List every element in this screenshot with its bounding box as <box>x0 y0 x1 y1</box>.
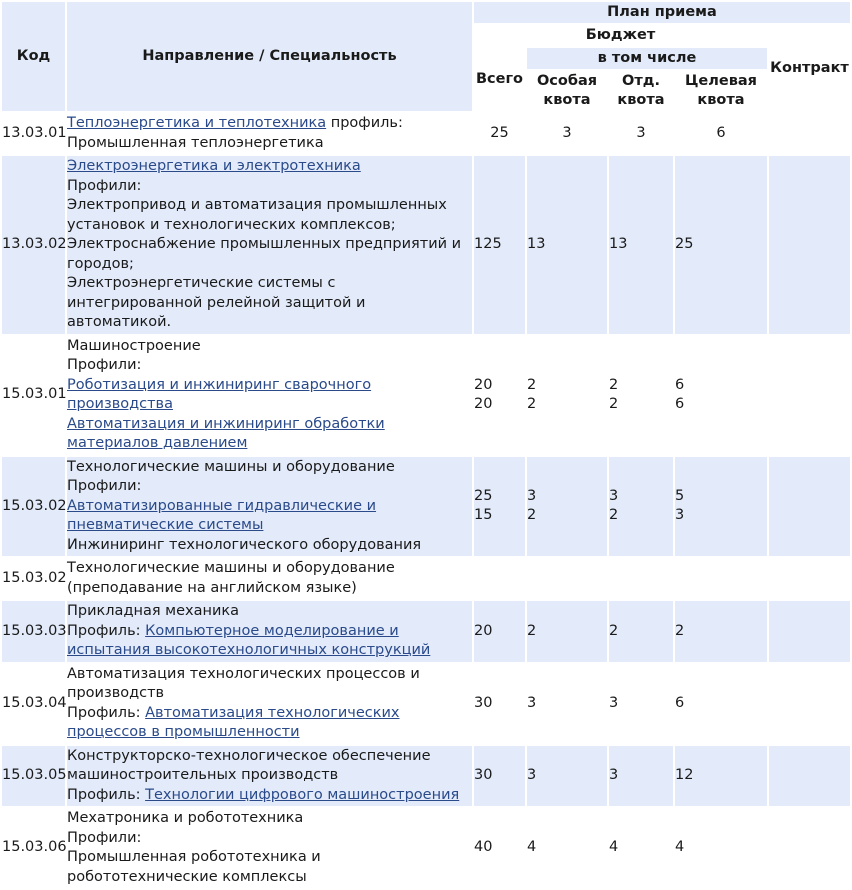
total-cell: 30 <box>474 694 493 711</box>
profile-link[interactable]: Автоматизированные гидравлические и пневматические системы <box>67 497 377 533</box>
total-cell <box>474 558 525 599</box>
separate-quota-cell: 2 2 <box>609 376 619 412</box>
direction-title: Конструкторско-технологическое обеспечение машиностроительных производств <box>67 747 431 783</box>
profile-text: Промышленная робототехника и робототехнические комплексы <box>67 849 321 885</box>
table-row <box>2 808 850 888</box>
profile-text: Инжиниринг технологического оборудования <box>67 536 422 553</box>
direction-title: Машиностроение <box>67 337 201 354</box>
special-quota-cell: 2 2 <box>527 376 537 412</box>
profile-link[interactable]: Автоматизация технологических процессов в промышленности <box>67 704 400 740</box>
profile-label: Профиль: <box>67 704 146 721</box>
profiles-label: Профили: <box>67 829 142 846</box>
header-separate-quota: Отд. квота <box>609 71 673 111</box>
profile-text: профиль: Промышленная теплоэнергетика <box>67 115 403 151</box>
direction-link[interactable]: Теплоэнергетика и теплотехника <box>67 115 327 131</box>
header-plan: План приема <box>474 2 850 23</box>
contract-cell <box>769 558 850 599</box>
special-quota-cell: 4 <box>527 839 537 856</box>
separate-quota-cell: 13 <box>609 156 673 334</box>
table-row <box>2 336 850 455</box>
separate-quota-cell: 3 <box>609 746 673 807</box>
profile-link[interactable]: Компьютерное моделирование и испытания высокотехнологичных конструкций <box>67 622 431 658</box>
table-row <box>2 558 850 599</box>
contract-cell <box>769 746 850 807</box>
profile-label: Профиль: <box>67 786 146 803</box>
contract-cell <box>769 457 850 557</box>
target-quota-cell: 2 <box>675 601 767 662</box>
row-code: 15.03.03 <box>2 601 65 662</box>
row-code: 13.03.01 <box>2 124 67 141</box>
target-quota-cell: 5 3 <box>675 457 767 557</box>
direction-title: Мехатроника и робототехника <box>67 810 304 826</box>
profile-link[interactable]: Автоматизация и инжиниринг обработки материалов давлением <box>67 415 385 451</box>
total-cell: 25 <box>490 124 509 141</box>
profile-text: Электроэнергетические системы с интегрированной релейной защитой и автоматикой. <box>67 275 366 330</box>
special-quota-cell: 2 <box>527 601 607 662</box>
target-quota-cell: 6 6 <box>675 376 685 412</box>
header-code: Код <box>2 2 65 111</box>
table-row <box>2 601 850 662</box>
target-quota-cell <box>675 558 767 599</box>
special-quota-cell: 3 2 <box>527 457 607 557</box>
row-code: 15.03.06 <box>2 839 67 856</box>
table-row <box>2 113 850 154</box>
separate-quota-cell: 2 <box>609 601 673 662</box>
profile-text: Электропривод и автоматизация промышленных установок и технологических комплексов; <box>67 197 447 233</box>
table-row <box>2 156 850 334</box>
special-quota-cell: 3 <box>562 124 572 141</box>
contract-cell <box>769 336 850 455</box>
row-direction <box>67 336 472 455</box>
contract-cell <box>769 664 850 744</box>
row-direction <box>67 808 472 888</box>
total-cell: 40 <box>474 839 493 856</box>
total-cell: 20 20 <box>474 376 493 412</box>
profiles-label: Профили: <box>67 177 142 194</box>
header-budget: Бюджет <box>474 25 767 46</box>
header-including: в том числе <box>527 48 767 69</box>
special-quota-cell <box>527 558 607 599</box>
contract-cell <box>769 808 850 888</box>
row-direction <box>67 746 472 807</box>
row-code: 15.03.02 <box>2 457 65 557</box>
profiles-label: Профили: <box>67 357 142 373</box>
row-code: 13.03.02 <box>2 156 65 334</box>
row-direction: Технологические машины и оборудование (преподавание на английском языке) <box>67 560 395 596</box>
profile-link[interactable]: Роботизация и инжиниринг сварочного производства <box>67 376 372 412</box>
contract-cell <box>769 601 850 662</box>
total-cell: 25 15 <box>474 457 525 557</box>
separate-quota-cell: 3 <box>636 124 646 141</box>
row-direction <box>67 601 472 662</box>
row-code: 15.03.04 <box>2 694 67 711</box>
table-row <box>2 457 850 557</box>
total-cell: 30 <box>474 746 525 807</box>
contract-cell <box>769 113 850 154</box>
profiles-label: Профили: <box>67 478 142 494</box>
total-cell: 20 <box>474 601 525 662</box>
target-quota-cell: 6 <box>675 694 685 711</box>
profile-link[interactable]: Технологии цифрового машиностроения <box>145 786 460 803</box>
target-quota-cell: 12 <box>675 746 767 807</box>
separate-quota-cell <box>609 558 673 599</box>
row-direction <box>67 457 472 557</box>
special-quota-cell: 3 <box>527 746 607 807</box>
row-direction <box>67 664 472 744</box>
separate-quota-cell: 3 <box>609 694 619 711</box>
row-direction <box>67 113 472 154</box>
total-cell: 125 <box>474 156 525 334</box>
direction-link[interactable]: Электроэнергетика и электротехника <box>67 158 361 174</box>
row-code: 15.03.01 <box>2 386 67 403</box>
separate-quota-cell: 3 2 <box>609 457 673 557</box>
direction-title: Прикладная механика <box>67 603 240 619</box>
header-special-quota: Особая квота <box>527 71 607 111</box>
row-direction <box>67 156 472 334</box>
header-total: Всего <box>474 48 525 111</box>
table-row <box>2 664 850 744</box>
header-contract: Контракт <box>769 25 850 111</box>
special-quota-cell: 3 <box>527 694 537 711</box>
table-row <box>2 746 850 807</box>
special-quota-cell: 13 <box>527 156 607 334</box>
header-target-quota: Целевая квота <box>675 71 767 111</box>
target-quota-cell: 25 <box>675 156 767 334</box>
row-code: 15.03.02 <box>2 569 67 586</box>
row-code: 15.03.05 <box>2 746 65 807</box>
direction-title: Автоматизация технологических процессов и производств <box>67 665 420 701</box>
separate-quota-cell: 4 <box>609 839 619 856</box>
profile-label: Профиль: <box>67 622 146 639</box>
target-quota-cell: 6 <box>716 124 726 141</box>
direction-title: Технологические машины и оборудование <box>67 458 395 475</box>
profile-text: Электроснабжение промышленных предприятий и городов; <box>67 236 462 272</box>
contract-cell <box>769 156 850 334</box>
target-quota-cell: 4 <box>675 839 685 856</box>
header-direction: Направление / Специальность <box>67 2 472 111</box>
